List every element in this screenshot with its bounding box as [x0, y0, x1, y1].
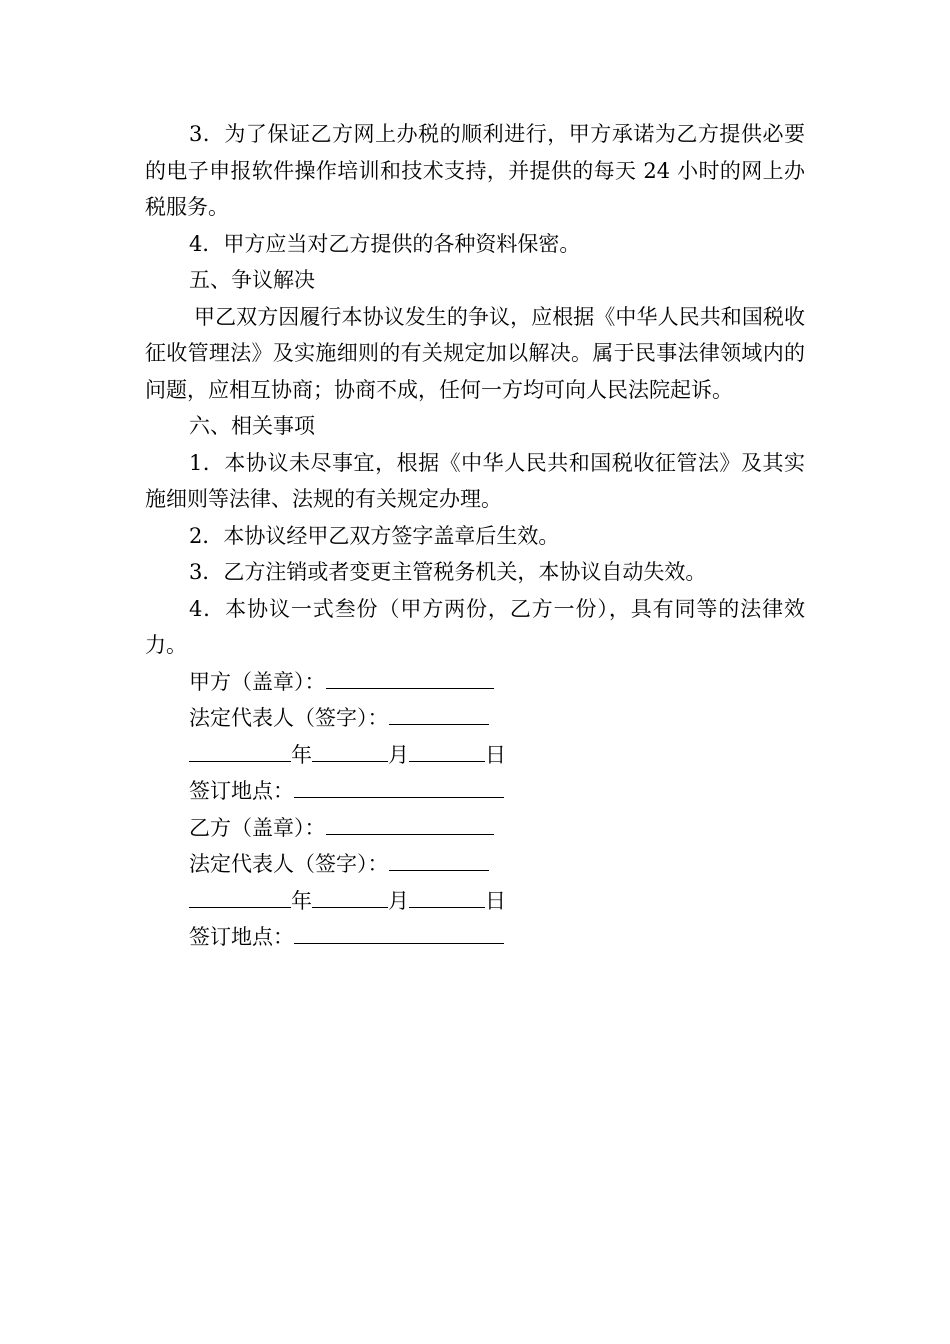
section-heading-related: 六、相关事项 — [189, 414, 315, 438]
year-label: 年 — [291, 742, 312, 767]
party-b-place-label: 签订地点： — [189, 925, 294, 949]
party-b-seal-line — [145, 810, 805, 847]
clause-3-online-service: 3．为了保证乙方网上办税的顺利进行，甲方承诺为乙方提供必要的电子申报软件操作培训和技术支持，并提供的每天 24 小时的网上办税服务。 — [145, 122, 805, 219]
party-a-day-blank[interactable] — [409, 739, 485, 762]
party-a-legal-rep-blank[interactable] — [389, 702, 489, 725]
year-label: 年 — [291, 888, 312, 913]
signature-block-party-a — [145, 664, 805, 810]
party-b-legal-rep-blank[interactable] — [389, 848, 489, 871]
month-label: 月 — [388, 742, 409, 767]
dispute-resolution-text: 甲乙双方因履行本协议发生的争议，应根据《中华人民共和国税收征收管理法》及实施细则的有关规定加以解决。属于民事法律领域内的问题，应相互协商；协商不成，任何一方均可向人民法院起诉。 — [145, 304, 805, 402]
party-a-month-blank[interactable] — [312, 739, 388, 762]
party-b-legal-rep-label: 法定代表人（签字）： — [189, 852, 389, 876]
party-a-place-line — [145, 773, 805, 810]
party-b-place-line — [145, 919, 805, 956]
party-b-seal-label: 乙方（盖章）： — [189, 815, 326, 840]
party-a-year-blank[interactable] — [189, 739, 291, 762]
party-a-date-line — [145, 737, 805, 774]
signature-block-party-b — [145, 810, 805, 956]
party-b-seal-blank[interactable] — [326, 812, 494, 835]
related-item-4: 4．本协议一式叁份（甲方两份，乙方一份），具有同等的法律效力。 — [145, 596, 805, 657]
document-page — [145, 116, 805, 956]
party-b-date-line — [145, 883, 805, 920]
party-b-year-blank[interactable] — [189, 885, 291, 908]
clause-4-confidentiality: 4．甲方应当对乙方提供的各种资料保密。 — [189, 231, 581, 256]
related-item-3: 3．乙方注销或者变更主管税务机关，本协议自动失效。 — [189, 560, 707, 584]
party-a-legal-rep-line — [145, 700, 805, 737]
party-a-place-label: 签订地点： — [189, 779, 294, 803]
party-a-seal-label: 甲方（盖章）： — [189, 669, 326, 694]
party-b-month-blank[interactable] — [312, 885, 388, 908]
related-item-2: 2．本协议经甲乙双方签字盖章后生效。 — [189, 523, 560, 548]
day-label: 日 — [485, 742, 506, 767]
party-a-place-blank[interactable] — [294, 775, 504, 798]
party-b-place-blank[interactable] — [294, 921, 504, 944]
party-b-legal-rep-line — [145, 846, 805, 883]
related-item-1: 1．本协议未尽事宜，根据《中华人民共和国税收征管法》及其实施细则等法律、法规的有关规定办理。 — [145, 450, 805, 511]
party-a-legal-rep-label: 法定代表人（签字）： — [189, 706, 389, 730]
party-a-seal-blank[interactable] — [326, 666, 494, 689]
section-heading-dispute: 五、争议解决 — [189, 268, 315, 292]
party-a-seal-line — [145, 664, 805, 701]
day-label: 日 — [485, 888, 506, 913]
party-b-day-blank[interactable] — [409, 885, 485, 908]
month-label: 月 — [388, 888, 409, 913]
